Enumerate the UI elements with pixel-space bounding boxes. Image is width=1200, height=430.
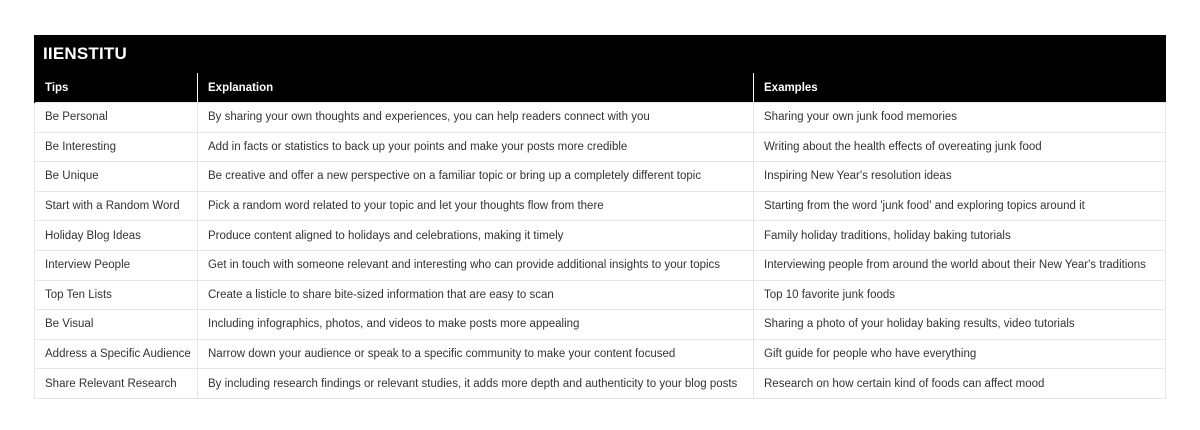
explanation-cell: By sharing your own thoughts and experiences, you can help readers connect with you	[198, 103, 754, 133]
example-cell: Research on how certain kind of foods can affect mood	[754, 369, 1166, 399]
tip-cell: Start with a Random Word	[35, 191, 198, 221]
explanation-cell: Including infographics, photos, and videos to make posts more appealing	[198, 310, 754, 340]
example-cell: Gift guide for people who have everything	[754, 339, 1166, 369]
tips-table-container	[34, 35, 1165, 399]
example-cell: Sharing your own junk food memories	[754, 103, 1166, 133]
tip-cell: Top Ten Lists	[35, 280, 198, 310]
example-cell: Starting from the word 'junk food' and exploring topics around it	[754, 191, 1166, 221]
example-cell: Interviewing people from around the world about their New Year's traditions	[754, 250, 1166, 280]
table-row	[35, 369, 1166, 399]
tip-cell: Holiday Blog Ideas	[35, 221, 198, 251]
example-cell: Sharing a photo of your holiday baking results, video tutorials	[754, 310, 1166, 340]
tips-table	[34, 35, 1166, 399]
brand-row	[35, 36, 1166, 73]
tip-cell: Share Relevant Research	[35, 369, 198, 399]
column-header-examples: Examples	[754, 73, 1166, 103]
explanation-cell: By including research findings or relevant studies, it adds more depth and authenticity to your blog posts	[198, 369, 754, 399]
explanation-cell: Be creative and offer a new perspective on a familiar topic or bring up a completely different topic	[198, 162, 754, 192]
tip-cell: Be Unique	[35, 162, 198, 192]
tip-cell: Be Personal	[35, 103, 198, 133]
tip-cell: Be Interesting	[35, 132, 198, 162]
example-cell: Top 10 favorite junk foods	[754, 280, 1166, 310]
column-header-explanation: Explanation	[198, 73, 754, 103]
column-header-tips: Tips	[35, 73, 198, 103]
header-row	[35, 73, 1166, 103]
table-row	[35, 162, 1166, 192]
tip-cell: Be Visual	[35, 310, 198, 340]
explanation-cell: Narrow down your audience or speak to a specific community to make your content focused	[198, 339, 754, 369]
table-row	[35, 191, 1166, 221]
explanation-cell: Pick a random word related to your topic and let your thoughts flow from there	[198, 191, 754, 221]
table-row	[35, 250, 1166, 280]
explanation-cell: Create a listicle to share bite-sized information that are easy to scan	[198, 280, 754, 310]
tip-cell: Address a Specific Audience	[35, 339, 198, 369]
table-row	[35, 103, 1166, 133]
explanation-cell: Produce content aligned to holidays and celebrations, making it timely	[198, 221, 754, 251]
explanation-cell: Get in touch with someone relevant and interesting who can provide additional insights to your topics	[198, 250, 754, 280]
table-row	[35, 280, 1166, 310]
table-row	[35, 310, 1166, 340]
tip-cell: Interview People	[35, 250, 198, 280]
table-row	[35, 132, 1166, 162]
example-cell: Family holiday traditions, holiday baking tutorials	[754, 221, 1166, 251]
example-cell: Inspiring New Year's resolution ideas	[754, 162, 1166, 192]
example-cell: Writing about the health effects of overeating junk food	[754, 132, 1166, 162]
table-row	[35, 221, 1166, 251]
table-row	[35, 339, 1166, 369]
brand-title: IIENSTITU	[35, 36, 1166, 73]
explanation-cell: Add in facts or statistics to back up your points and make your posts more credible	[198, 132, 754, 162]
